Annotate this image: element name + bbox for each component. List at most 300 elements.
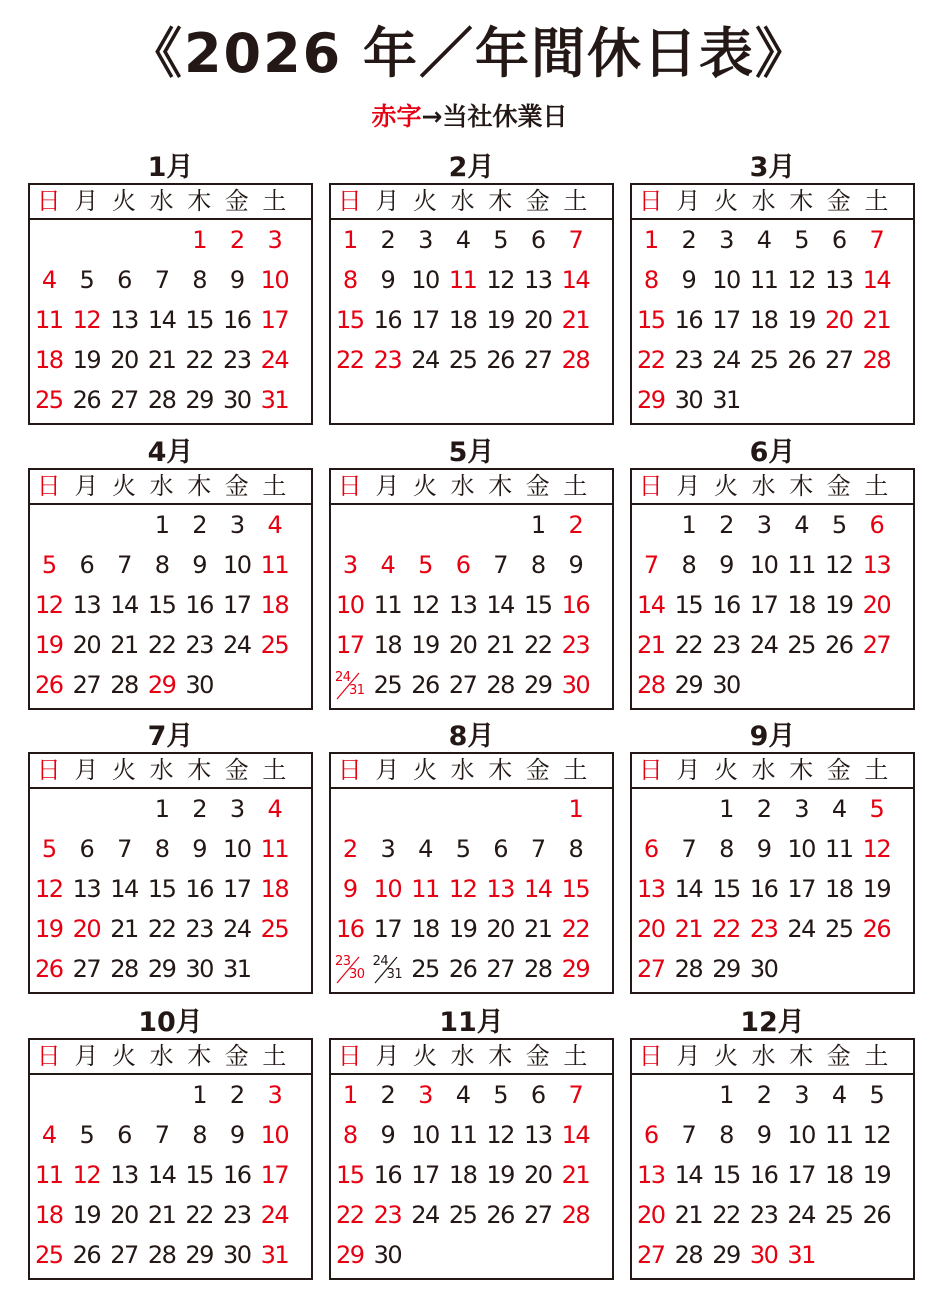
day-number: 9: [756, 1121, 771, 1149]
holiday-day: 21: [561, 1161, 590, 1189]
day-number: 15: [712, 875, 740, 903]
day-number: 8: [192, 1121, 207, 1149]
day-number: 2: [756, 795, 771, 823]
holiday-day: 9: [342, 875, 357, 903]
day-number: 22: [524, 631, 552, 659]
legend-description: →当社休業日: [421, 102, 568, 131]
holiday-day: 22: [637, 346, 665, 374]
day-number: 23: [712, 631, 740, 659]
day-number: 24: [223, 915, 251, 943]
weekday-label: 金: [224, 187, 249, 215]
day-number: 20: [72, 631, 101, 659]
holiday-day: 18: [35, 346, 63, 374]
weekday-label: 土: [262, 472, 287, 500]
day-number: 31: [223, 955, 251, 983]
weekday-label: 火: [713, 1042, 738, 1070]
day-number: 26: [862, 1201, 891, 1229]
weekday-label: 木: [789, 472, 814, 500]
day-cell-combined: [331, 665, 369, 705]
day-number: 21: [524, 915, 552, 943]
day-number: 11: [749, 266, 778, 294]
day-number: 15: [674, 591, 703, 619]
day-number: 18: [787, 591, 815, 619]
day-number: 17: [373, 915, 402, 943]
holiday-day: 23: [749, 915, 778, 943]
weekday-label: 水: [149, 187, 174, 215]
holiday-day: 17: [260, 306, 289, 334]
day-number: 26: [411, 671, 439, 699]
day-number: 16: [223, 1161, 251, 1189]
month-title: 6月: [749, 437, 796, 468]
holiday-day: 13: [862, 551, 891, 579]
month-calendar: [329, 438, 614, 704]
month-title: 3月: [749, 152, 796, 183]
day-cell-combined: [331, 949, 369, 989]
day-number: 25: [448, 1201, 477, 1229]
holiday-day: 1: [568, 795, 583, 823]
day-number: 5: [79, 266, 94, 294]
day-number: 6: [530, 1081, 545, 1109]
day-number: 16: [185, 591, 213, 619]
holiday-day: 26: [35, 671, 63, 699]
day-number: 19: [825, 591, 853, 619]
day-number: 15: [524, 591, 552, 619]
holiday-day: 3: [267, 1081, 282, 1109]
day-number: 30: [674, 386, 703, 414]
day-number: 6: [117, 266, 131, 294]
holiday-day: 3: [342, 551, 357, 579]
month-calendar: [329, 153, 614, 419]
holiday-day: 13: [637, 875, 665, 903]
day-number: 26: [486, 346, 514, 374]
month-calendar: [630, 438, 915, 704]
holiday-day: 29: [147, 671, 176, 699]
day-number: 28: [674, 955, 703, 983]
holiday-day: 16: [336, 915, 364, 943]
day-number: 14: [674, 1161, 703, 1189]
day-number: 20: [524, 306, 552, 334]
holiday-day: 15: [336, 1161, 364, 1189]
day-number: 3: [229, 511, 244, 539]
weekday-label: 月: [375, 1042, 400, 1070]
day-number: 7: [493, 551, 508, 579]
day-number: 13: [110, 1161, 138, 1189]
weekday-label: 金: [826, 187, 851, 215]
month-calendar: [630, 722, 915, 988]
day-number: 10: [223, 551, 251, 579]
day-number: 19: [486, 306, 514, 334]
day-number: 14: [486, 591, 514, 619]
weekday-label: 月: [74, 756, 99, 784]
holiday-day: 6: [455, 551, 470, 579]
day-number: 4: [418, 835, 432, 863]
holiday-day: 10: [373, 875, 402, 903]
day-number: 28: [674, 1241, 703, 1269]
day-number: 6: [831, 226, 846, 254]
month-grid: [28, 183, 313, 425]
month-grid: [28, 468, 313, 710]
day-number: 30: [185, 955, 213, 983]
day-number: 22: [712, 1201, 740, 1229]
weekday-label: 火: [713, 756, 738, 784]
day-number: 3: [418, 226, 432, 254]
holiday-day: 7: [643, 551, 658, 579]
day-number: 24: [411, 346, 439, 374]
day-number: 28: [147, 386, 176, 414]
weekday-label: 日: [337, 1042, 362, 1070]
weekday-label: 金: [525, 472, 550, 500]
day-number: 8: [154, 551, 169, 579]
day-number: 28: [147, 1241, 176, 1269]
day-number: 19: [862, 875, 891, 903]
day-number: 30: [373, 1241, 402, 1269]
holiday-day: 1: [192, 226, 207, 254]
weekday-label: 土: [563, 756, 588, 784]
weekday-label: 土: [563, 472, 588, 500]
day-number: 10: [712, 266, 740, 294]
day-number: 24: [749, 631, 778, 659]
day-number: 27: [524, 1201, 552, 1229]
weekday-label: 木: [488, 472, 513, 500]
holiday-day: 16: [561, 591, 590, 619]
weekday-label: 木: [187, 756, 212, 784]
day-number: 8: [192, 266, 207, 294]
weekday-label: 木: [488, 1042, 513, 1070]
day-number: 26: [448, 955, 477, 983]
day-number: 27: [486, 955, 514, 983]
day-number: 30: [223, 386, 251, 414]
day-number: 19: [411, 631, 439, 659]
legend-red-text: 赤字: [371, 102, 422, 131]
holiday-day: 22: [336, 346, 364, 374]
day-number: 13: [448, 591, 477, 619]
holiday-day: 20: [825, 306, 853, 334]
day-number: 4: [756, 226, 771, 254]
day-number: 14: [110, 591, 138, 619]
month-grid: [329, 468, 614, 710]
day-number: 24: [223, 631, 251, 659]
holiday-day: 30: [561, 671, 590, 699]
day-number: 12: [486, 1121, 514, 1149]
day-number: 21: [110, 915, 138, 943]
weekday-label: 金: [224, 1042, 249, 1070]
day-number: 16: [749, 1161, 778, 1189]
holiday-day: 27: [637, 955, 665, 983]
month-grid: [630, 1038, 915, 1280]
weekday-header: [30, 754, 311, 789]
weekday-label: 木: [789, 1042, 814, 1070]
day-number: 16: [373, 1161, 402, 1189]
holiday-day: 31: [787, 1241, 815, 1269]
holiday-day: 28: [862, 346, 891, 374]
holiday-day: 8: [342, 1121, 357, 1149]
day-number: 16: [185, 875, 213, 903]
day-number: 6: [79, 551, 94, 579]
weekday-label: 火: [111, 187, 136, 215]
holiday-day: 12: [862, 835, 891, 863]
day-number: 29: [185, 386, 213, 414]
month-grid: [329, 752, 614, 994]
weekday-label: 日: [337, 472, 362, 500]
day-number: 9: [756, 835, 771, 863]
day-number: 19: [486, 1161, 514, 1189]
holiday-day: 4: [267, 511, 282, 539]
day-number: 9: [192, 835, 207, 863]
holiday-day: 21: [674, 915, 703, 943]
holiday-day: 23: [373, 346, 402, 374]
day-number: 16: [223, 306, 251, 334]
holiday-day: 4: [267, 795, 282, 823]
holiday-day: 20: [637, 915, 665, 943]
day-number: 4: [455, 1081, 470, 1109]
weekday-label: 水: [450, 187, 475, 215]
holiday-day: 22: [561, 915, 590, 943]
weekday-header: [30, 185, 311, 220]
weekday-label: 日: [337, 756, 362, 784]
weekday-label: 月: [74, 1042, 99, 1070]
day-number: 30: [749, 955, 778, 983]
weekday-label: 金: [525, 756, 550, 784]
day-number: 22: [185, 1201, 213, 1229]
holiday-day: 3: [267, 226, 282, 254]
month-calendar: [630, 1008, 915, 1274]
day-number: 4: [455, 226, 470, 254]
day-number: 18: [448, 1161, 477, 1189]
day-number: 7: [681, 835, 696, 863]
day-number: 23: [335, 954, 351, 969]
day-number: 16: [373, 306, 402, 334]
holiday-day: 12: [35, 591, 63, 619]
holiday-day: 11: [35, 1161, 63, 1189]
day-number: 14: [147, 306, 176, 334]
day-number: 5: [869, 1081, 884, 1109]
day-number: 13: [825, 266, 853, 294]
day-number: 2: [380, 1081, 395, 1109]
weekday-label: 木: [488, 756, 513, 784]
day-number: 1: [719, 1081, 733, 1109]
day-number: 28: [524, 955, 552, 983]
day-number: 6: [117, 1121, 131, 1149]
day-number: 9: [229, 266, 244, 294]
holiday-day: 26: [862, 915, 891, 943]
day-number: 5: [493, 226, 508, 254]
weekday-label: 日: [638, 187, 663, 215]
holiday-day: 28: [561, 346, 590, 374]
day-number: 23: [749, 1201, 778, 1229]
month-grid: [630, 183, 915, 425]
day-number: 16: [712, 591, 740, 619]
holiday-day: 4: [41, 266, 56, 294]
holiday-day: 14: [862, 266, 891, 294]
day-number: 24: [411, 1201, 439, 1229]
holiday-day: 15: [637, 306, 665, 334]
weekday-header: [632, 754, 913, 789]
weekday-label: 火: [713, 472, 738, 500]
holiday-day: 26: [35, 955, 63, 983]
holiday-day: 5: [869, 795, 884, 823]
day-number: 25: [749, 346, 778, 374]
day-number: 1: [154, 795, 169, 823]
month-title: 11月: [439, 1007, 504, 1038]
holiday-day: 5: [41, 835, 56, 863]
holiday-day: 8: [342, 266, 357, 294]
day-number: 4: [831, 1081, 846, 1109]
day-number: 9: [229, 1121, 244, 1149]
day-number: 6: [493, 835, 508, 863]
weekday-label: 木: [187, 187, 212, 215]
holiday-day: 24: [260, 346, 289, 374]
holiday-day: 31: [260, 386, 289, 414]
weekday-label: 火: [412, 187, 437, 215]
weekday-label: 土: [262, 756, 287, 784]
day-number: 11: [825, 1121, 853, 1149]
day-number: 27: [110, 386, 138, 414]
weekday-label: 木: [488, 187, 513, 215]
day-number: 2: [380, 226, 395, 254]
day-number: 12: [825, 551, 853, 579]
day-number: 8: [681, 551, 696, 579]
day-number: 29: [524, 671, 552, 699]
day-number: 22: [674, 631, 703, 659]
day-number: 2: [229, 1081, 244, 1109]
holiday-day: 10: [260, 266, 289, 294]
day-number: 5: [79, 1121, 94, 1149]
day-cell-combined: [369, 949, 407, 989]
day-number: 17: [712, 306, 740, 334]
day-number: 19: [72, 1201, 101, 1229]
holiday-day: 7: [568, 1081, 583, 1109]
holiday-day: 7: [869, 226, 884, 254]
month-title: 9月: [749, 721, 796, 752]
day-number: 17: [411, 306, 439, 334]
holiday-day: 15: [561, 875, 590, 903]
day-number: 17: [223, 875, 251, 903]
day-number: 10: [223, 835, 251, 863]
holiday-day: 20: [72, 915, 101, 943]
day-number: 19: [448, 915, 477, 943]
day-number: 20: [448, 631, 477, 659]
holiday-day: 31: [260, 1241, 289, 1269]
weekday-label: 火: [111, 1042, 136, 1070]
weekday-label: 月: [375, 187, 400, 215]
day-number: 31: [712, 386, 740, 414]
day-number: 18: [749, 306, 778, 334]
month-grid: [28, 1038, 313, 1280]
day-number: 12: [486, 266, 514, 294]
day-number: 18: [825, 1161, 853, 1189]
weekday-label: 火: [713, 187, 738, 215]
weekday-header: [331, 1040, 612, 1075]
day-number: 10: [787, 1121, 815, 1149]
holiday-day: 21: [561, 306, 590, 334]
day-number: 26: [825, 631, 853, 659]
weekday-header: [632, 470, 913, 505]
day-number: 13: [524, 1121, 552, 1149]
day-number: 5: [493, 1081, 508, 1109]
holiday-day: 27: [637, 1241, 665, 1269]
weekday-label: 金: [826, 756, 851, 784]
day-number: 13: [72, 591, 101, 619]
holiday-day: 14: [637, 591, 665, 619]
weekday-label: 月: [676, 756, 701, 784]
day-number: 2: [681, 226, 696, 254]
month-calendar: [28, 438, 313, 704]
day-number: 9: [380, 1121, 395, 1149]
holiday-day: 1: [342, 226, 357, 254]
day-number: 24: [335, 670, 351, 685]
day-number: 26: [72, 386, 101, 414]
holiday-day: 19: [35, 631, 63, 659]
day-number: 26: [486, 1201, 514, 1229]
weekday-label: 月: [676, 1042, 701, 1070]
weekday-label: 火: [412, 756, 437, 784]
day-number: 26: [72, 1241, 101, 1269]
holiday-day: 11: [260, 551, 289, 579]
day-number: 8: [719, 1121, 733, 1149]
day-number: 25: [825, 1201, 853, 1229]
weekday-label: 水: [149, 1042, 174, 1070]
day-number: 21: [486, 631, 514, 659]
day-number: 21: [147, 346, 176, 374]
weekday-label: 金: [525, 1042, 550, 1070]
day-number: 1: [719, 795, 733, 823]
holiday-day: 25: [35, 386, 63, 414]
holiday-day: 14: [561, 266, 590, 294]
day-number: 27: [72, 955, 101, 983]
day-number: 17: [749, 591, 778, 619]
holiday-day: 22: [336, 1201, 364, 1229]
month-grid: [329, 183, 614, 425]
day-number: 21: [147, 1201, 176, 1229]
holiday-day: 13: [637, 1161, 665, 1189]
holiday-day: 12: [35, 875, 63, 903]
holiday-day: 23: [561, 631, 590, 659]
weekday-header: [30, 470, 311, 505]
day-number: 11: [448, 1121, 477, 1149]
holiday-day: 2: [229, 226, 244, 254]
day-number: 2: [192, 795, 207, 823]
day-number: 2: [756, 1081, 771, 1109]
day-number: 2: [719, 511, 733, 539]
weekday-label: 日: [36, 187, 61, 215]
day-number: 22: [147, 915, 176, 943]
day-number: 11: [787, 551, 815, 579]
weekday-label: 火: [412, 472, 437, 500]
day-number: 7: [681, 1121, 696, 1149]
holiday-day: 1: [643, 226, 658, 254]
holiday-day: 7: [568, 226, 583, 254]
day-number: 9: [681, 266, 696, 294]
day-number: 29: [712, 955, 740, 983]
day-number: 19: [72, 346, 101, 374]
month-title: 8月: [448, 721, 495, 752]
weekday-header: [30, 1040, 311, 1075]
day-number: 12: [787, 266, 815, 294]
day-number: 30: [223, 1241, 251, 1269]
day-number: 11: [373, 591, 402, 619]
day-number: 24: [712, 346, 740, 374]
day-number: 27: [524, 346, 552, 374]
holiday-day: 5: [41, 551, 56, 579]
holiday-day: 10: [336, 591, 364, 619]
day-number: 20: [110, 346, 138, 374]
month-grid: [329, 1038, 614, 1280]
weekday-label: 火: [412, 1042, 437, 1070]
day-number: 7: [117, 835, 131, 863]
day-number: 1: [154, 511, 169, 539]
day-number: 9: [380, 266, 395, 294]
weekday-header: [331, 754, 612, 789]
